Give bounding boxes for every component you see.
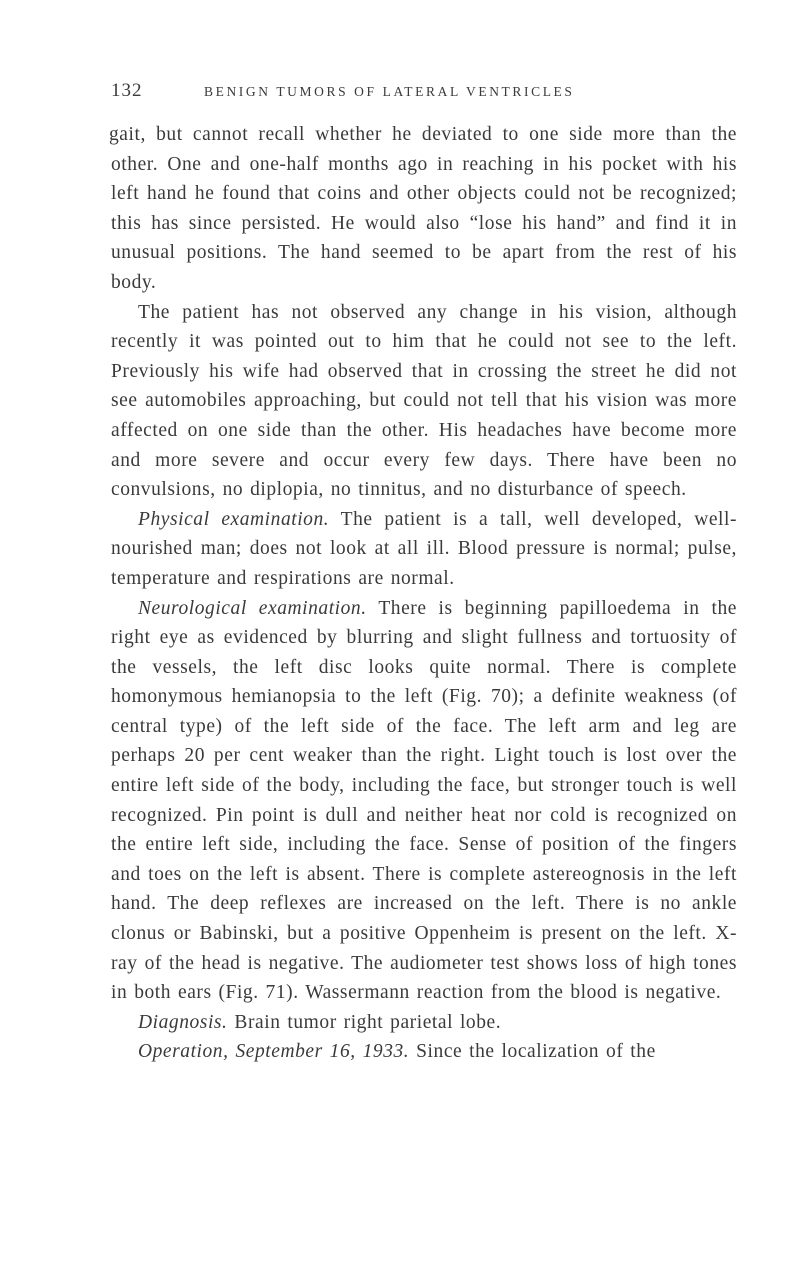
- paragraph-text: There is beginning papilloedema in the right eye as evidenced by blurring and slight fullness and tortuosity of the vessels, the left disc looks quite normal. There is complete homonymous hemianopsia to the left (Fig. 70); a definite weakness (of central type) of the left side of the face. The left arm and leg are perhaps 20 per cent weaker than the right. Light touch is lost over the entire left side of the body, including the face, but stronger touch is well recognized. Pin point is dull and neither heat nor cold is recognized on the entire left side, including the face. Sense of position of the fingers and toes on the left is absent. There is complete astereognosis in the left hand. The deep reflexes are increased on the left. There is no ankle clonus or Babinski, but a positive Oppenheim is present on the left. X-ray of the head is negative. The audiometer test shows loss of high tones in both ears (Fig. 71). Wassermann reaction from the blood is negative.: [111, 597, 737, 1004]
- paragraph: [111, 594, 737, 1008]
- paragraph: [111, 1037, 737, 1067]
- running-title: BENIGN TUMORS OF LATERAL VENTRICLES: [204, 84, 575, 99]
- paragraph-text: Since the localization of the: [416, 1041, 656, 1063]
- paragraph-text: The patient has not observed any change in his vision, although recently it was pointed out to him that he could not see to the left. Previously his wife had observed that in crossing the street he did not see automobiles approaching, but could not tell that his vision was more affected on one side than the other. His headaches have become more and more severe and occur every few days. There have been no convulsions, no diplopia, no tinnitus, and no disturbance of speech.: [111, 301, 737, 501]
- paragraph-text: The patient is a tall, well developed, well-nourished man; does not look at all ill. Blood pressure is normal; pulse, temperature and respirations are normal.: [111, 508, 738, 589]
- section-heading: Neurological examination.: [138, 597, 367, 619]
- section-heading: Physical examination.: [138, 508, 330, 530]
- body-text: [111, 120, 737, 1067]
- paragraph: [111, 1008, 737, 1038]
- section-heading: Operation, September 16, 1933.: [138, 1041, 410, 1063]
- section-heading: Diagnosis.: [138, 1011, 228, 1033]
- running-head: [111, 80, 711, 110]
- paragraph-text: gait, but cannot recall whether he deviated to one side more than the other. One and one-half months ago in reaching in his pocket with his left hand he found that coins and other objects could not be recognized; this has since persisted. He would also “lose his hand” and find it in unusual positions. The hand seemed to be apart from the rest of his body.: [109, 124, 737, 293]
- page-number: 132: [111, 80, 143, 101]
- paragraph: [111, 120, 737, 298]
- paragraph-text: Brain tumor right parietal lobe.: [234, 1011, 502, 1033]
- paragraph: [111, 505, 737, 594]
- paragraph: [111, 298, 737, 505]
